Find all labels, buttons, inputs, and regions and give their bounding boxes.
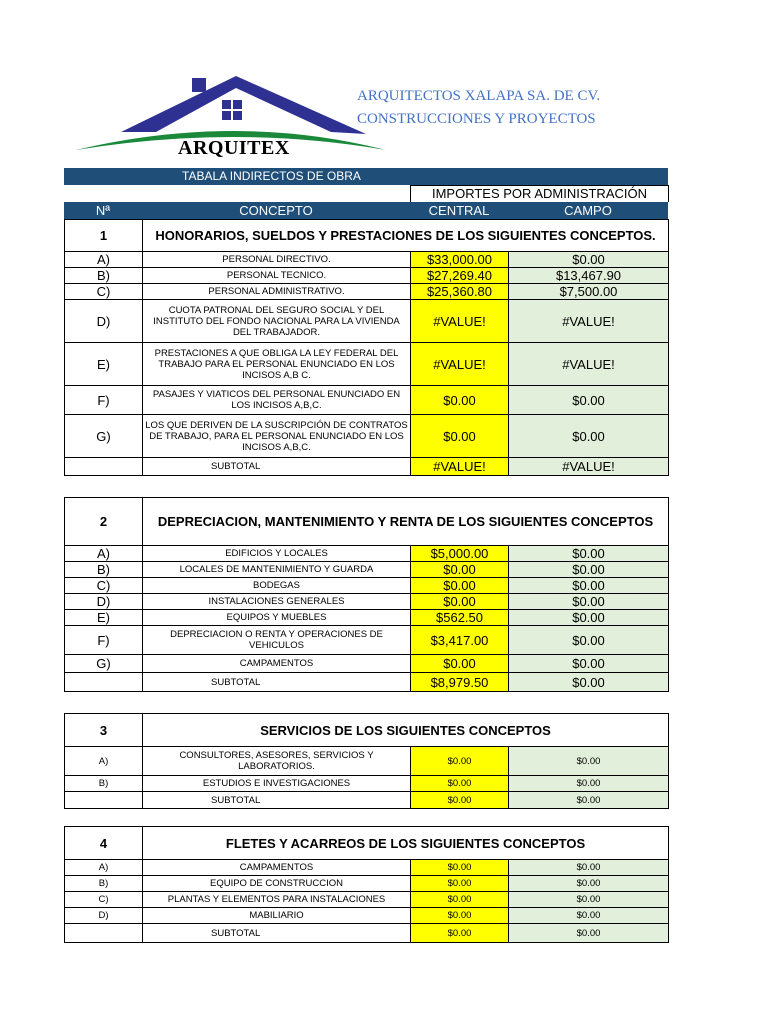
col-num: Nª <box>95 203 111 218</box>
row-campo[interactable]: $7,500.00 <box>509 284 669 300</box>
row-label: B) <box>65 876 143 892</box>
row-campo[interactable]: $0.00 <box>509 776 669 792</box>
row-concept: DEPRECIACION O RENTA Y OPERACIONES DE VEHICULOS <box>143 626 411 655</box>
row-central[interactable]: #VALUE! <box>411 300 509 343</box>
table-row <box>65 908 669 924</box>
row-campo[interactable]: $0.00 <box>509 908 669 924</box>
row-concept: CONSULTORES, ASESORES, SERVICIOS Y LABORATORIOS. <box>143 747 411 776</box>
row-concept: PERSONAL DIRECTIVO. <box>143 252 411 268</box>
row-central[interactable]: $0.00 <box>411 562 509 578</box>
row-label: G) <box>65 655 143 673</box>
col-concept: CONCEPTO <box>239 203 313 218</box>
section-header <box>65 220 669 252</box>
row-central[interactable]: #VALUE! <box>411 343 509 386</box>
row-label: D) <box>65 300 143 343</box>
section-4-table <box>64 826 669 943</box>
row-central[interactable]: $5,000.00 <box>411 546 509 562</box>
table-row <box>65 268 669 284</box>
row-label: A) <box>65 252 143 268</box>
company-tagline: CONSTRUCCIONES Y PROYECTOS <box>357 111 596 127</box>
table-title: TABALA INDIRECTOS DE OBRA <box>182 169 361 183</box>
row-campo[interactable]: $0.00 <box>509 415 669 458</box>
row-campo[interactable]: $0.00 <box>509 626 669 655</box>
row-campo[interactable]: $0.00 <box>509 578 669 594</box>
row-concept: EQUIPOS Y MUEBLES <box>143 610 411 626</box>
row-concept: EQUIPO DE CONSTRUCCION <box>143 876 411 892</box>
table-row <box>65 578 669 594</box>
subtotal-campo[interactable]: $0.00 <box>509 792 669 809</box>
table-row <box>65 594 669 610</box>
logo-text: ARQUITEX <box>178 137 290 159</box>
table-row <box>65 747 669 776</box>
table-title-bar <box>64 168 668 185</box>
row-central[interactable]: $0.00 <box>411 594 509 610</box>
row-concept: CAMPAMENTOS <box>143 860 411 876</box>
row-central[interactable]: $0.00 <box>411 776 509 792</box>
section-3-table <box>64 713 669 809</box>
row-concept: PERSONAL TECNICO. <box>143 268 411 284</box>
row-campo[interactable]: $0.00 <box>509 610 669 626</box>
row-label: G) <box>65 415 143 458</box>
section-title: DEPRECIACION, MANTENIMIENTO Y RENTA DE LOS SIGUIENTES CONCEPTOS <box>143 498 669 546</box>
roof-shape <box>121 76 366 134</box>
row-label: A) <box>65 546 143 562</box>
chimney-shape <box>192 78 206 92</box>
section-2-table <box>64 497 669 692</box>
row-label: E) <box>65 610 143 626</box>
section-header <box>65 827 669 860</box>
subtotal-central[interactable]: $8,979.50 <box>411 673 509 692</box>
row-central[interactable]: $0.00 <box>411 578 509 594</box>
row-campo[interactable]: $0.00 <box>509 860 669 876</box>
section-title: HONORARIOS, SUELDOS Y PRESTACIONES DE LOS SIGUIENTES CONCEPTOS. <box>143 220 669 252</box>
table-row <box>65 610 669 626</box>
table-row <box>65 415 669 458</box>
subtotal-row <box>65 673 669 692</box>
table-row <box>65 343 669 386</box>
row-label: A) <box>65 860 143 876</box>
table-row <box>65 284 669 300</box>
row-label: E) <box>65 343 143 386</box>
section-1-table <box>64 219 669 476</box>
subtotal-row <box>65 924 669 943</box>
row-concept: MABILIARIO <box>143 908 411 924</box>
table-row <box>65 252 669 268</box>
row-campo[interactable]: #VALUE! <box>509 343 669 386</box>
row-concept: INSTALACIONES GENERALES <box>143 594 411 610</box>
subtotal-label: SUBTOTAL <box>143 792 411 809</box>
subtotal-label: SUBTOTAL <box>143 924 411 943</box>
row-concept: EDIFICIOS Y LOCALES <box>143 546 411 562</box>
subtotal-row <box>65 458 669 476</box>
row-label: B) <box>65 776 143 792</box>
row-label: F) <box>65 386 143 415</box>
row-central[interactable]: $562.50 <box>411 610 509 626</box>
row-concept: PERSONAL ADMINISTRATIVO. <box>143 284 411 300</box>
row-central[interactable]: $0.00 <box>411 386 509 415</box>
subtotal-central[interactable]: #VALUE! <box>411 458 509 476</box>
section-title: SERVICIOS DE LOS SIGUIENTES CONCEPTOS <box>143 714 669 747</box>
row-campo[interactable]: $0.00 <box>509 594 669 610</box>
subtotal-label: SUBTOTAL <box>143 673 411 692</box>
row-label: D) <box>65 908 143 924</box>
row-central[interactable]: $0.00 <box>411 892 509 908</box>
row-concept: PLANTAS Y ELEMENTOS PARA INSTALACIONES <box>143 892 411 908</box>
row-label: A) <box>65 747 143 776</box>
table-row <box>65 876 669 892</box>
table-row <box>65 546 669 562</box>
subtotal-label: SUBTOTAL <box>143 458 411 476</box>
row-concept: PRESTACIONES A QUE OBLIGA LA LEY FEDERAL DEL TRABAJO PARA EL PERSONAL ENUNCIADO EN LOS INCISOS A,B C. <box>143 343 411 386</box>
row-central[interactable]: $27,269.40 <box>411 268 509 284</box>
row-campo[interactable]: #VALUE! <box>509 300 669 343</box>
row-central[interactable]: $0.00 <box>411 415 509 458</box>
row-label: C) <box>65 892 143 908</box>
section-number: 4 <box>65 827 143 860</box>
table-row <box>65 300 669 343</box>
section-number: 1 <box>65 220 143 252</box>
row-campo[interactable]: $0.00 <box>509 546 669 562</box>
row-label: F) <box>65 626 143 655</box>
row-campo[interactable]: $0.00 <box>509 386 669 415</box>
subtotal-row <box>65 792 669 809</box>
col-central: CENTRAL <box>428 203 490 218</box>
row-concept: ESTUDIOS E INVESTIGACIONES <box>143 776 411 792</box>
section-number: 2 <box>65 498 143 546</box>
table-row <box>65 892 669 908</box>
row-label: D) <box>65 594 143 610</box>
column-header-row <box>64 202 668 219</box>
table-row <box>65 386 669 415</box>
subtotal-central[interactable]: $0.00 <box>411 792 509 809</box>
row-campo[interactable]: $0.00 <box>509 562 669 578</box>
subtotal-campo[interactable]: #VALUE! <box>509 458 669 476</box>
row-central[interactable]: $0.00 <box>411 747 509 776</box>
row-concept: CUOTA PATRONAL DEL SEGURO SOCIAL Y DEL INSTITUTO DEL FONDO NACIONAL PARA LA VIVIENDA DEL TRABAJADOR. <box>143 300 411 343</box>
importes-header: IMPORTES POR ADMINISTRACIÓN <box>410 185 669 202</box>
row-campo[interactable]: $0.00 <box>509 892 669 908</box>
table-row <box>65 655 669 673</box>
row-central[interactable]: $0.00 <box>411 860 509 876</box>
table-row <box>65 626 669 655</box>
row-central[interactable]: $0.00 <box>411 655 509 673</box>
row-concept: LOS QUE DERIVEN DE LA SUSCRIPCIÓN DE CONTRATOS DE TRABAJO, PARA EL PERSONAL ENUNCIADO EN LOS INCISOS A,B,C. <box>143 415 411 458</box>
row-campo[interactable]: $0.00 <box>509 747 669 776</box>
row-central[interactable]: $0.00 <box>411 908 509 924</box>
row-concept: CAMPAMENTOS <box>143 655 411 673</box>
row-concept: PASAJES Y VIATICOS DEL PERSONAL ENUNCIADO EN LOS INCISOS A,B,C. <box>143 386 411 415</box>
row-campo[interactable]: $13,467.90 <box>509 268 669 284</box>
section-header <box>65 714 669 747</box>
col-campo: CAMPO <box>564 203 612 218</box>
row-campo[interactable]: $0.00 <box>509 655 669 673</box>
row-label: C) <box>65 284 143 300</box>
row-central[interactable]: $33,000.00 <box>411 252 509 268</box>
table-row <box>65 860 669 876</box>
row-concept: LOCALES DE MANTENIMIENTO Y GUARDA <box>143 562 411 578</box>
subtotal-campo[interactable]: $0.00 <box>509 673 669 692</box>
row-label: B) <box>65 268 143 284</box>
row-concept: BODEGAS <box>143 578 411 594</box>
table-row <box>65 562 669 578</box>
row-central[interactable]: $25,360.80 <box>411 284 509 300</box>
row-campo[interactable]: $0.00 <box>509 252 669 268</box>
row-campo[interactable]: $0.00 <box>509 876 669 892</box>
section-title: FLETES Y ACARREOS DE LOS SIGUIENTES CONCEPTOS <box>143 827 669 860</box>
row-label: B) <box>65 562 143 578</box>
subtotal-central[interactable]: $0.00 <box>411 924 509 943</box>
section-header <box>65 498 669 546</box>
subtotal-campo[interactable]: $0.00 <box>509 924 669 943</box>
table-row <box>65 776 669 792</box>
company-name: ARQUITECTOS XALAPA SA. DE CV. <box>357 88 601 104</box>
row-central[interactable]: $0.00 <box>411 876 509 892</box>
row-central[interactable]: $3,417.00 <box>411 626 509 655</box>
row-label: C) <box>65 578 143 594</box>
section-number: 3 <box>65 714 143 747</box>
